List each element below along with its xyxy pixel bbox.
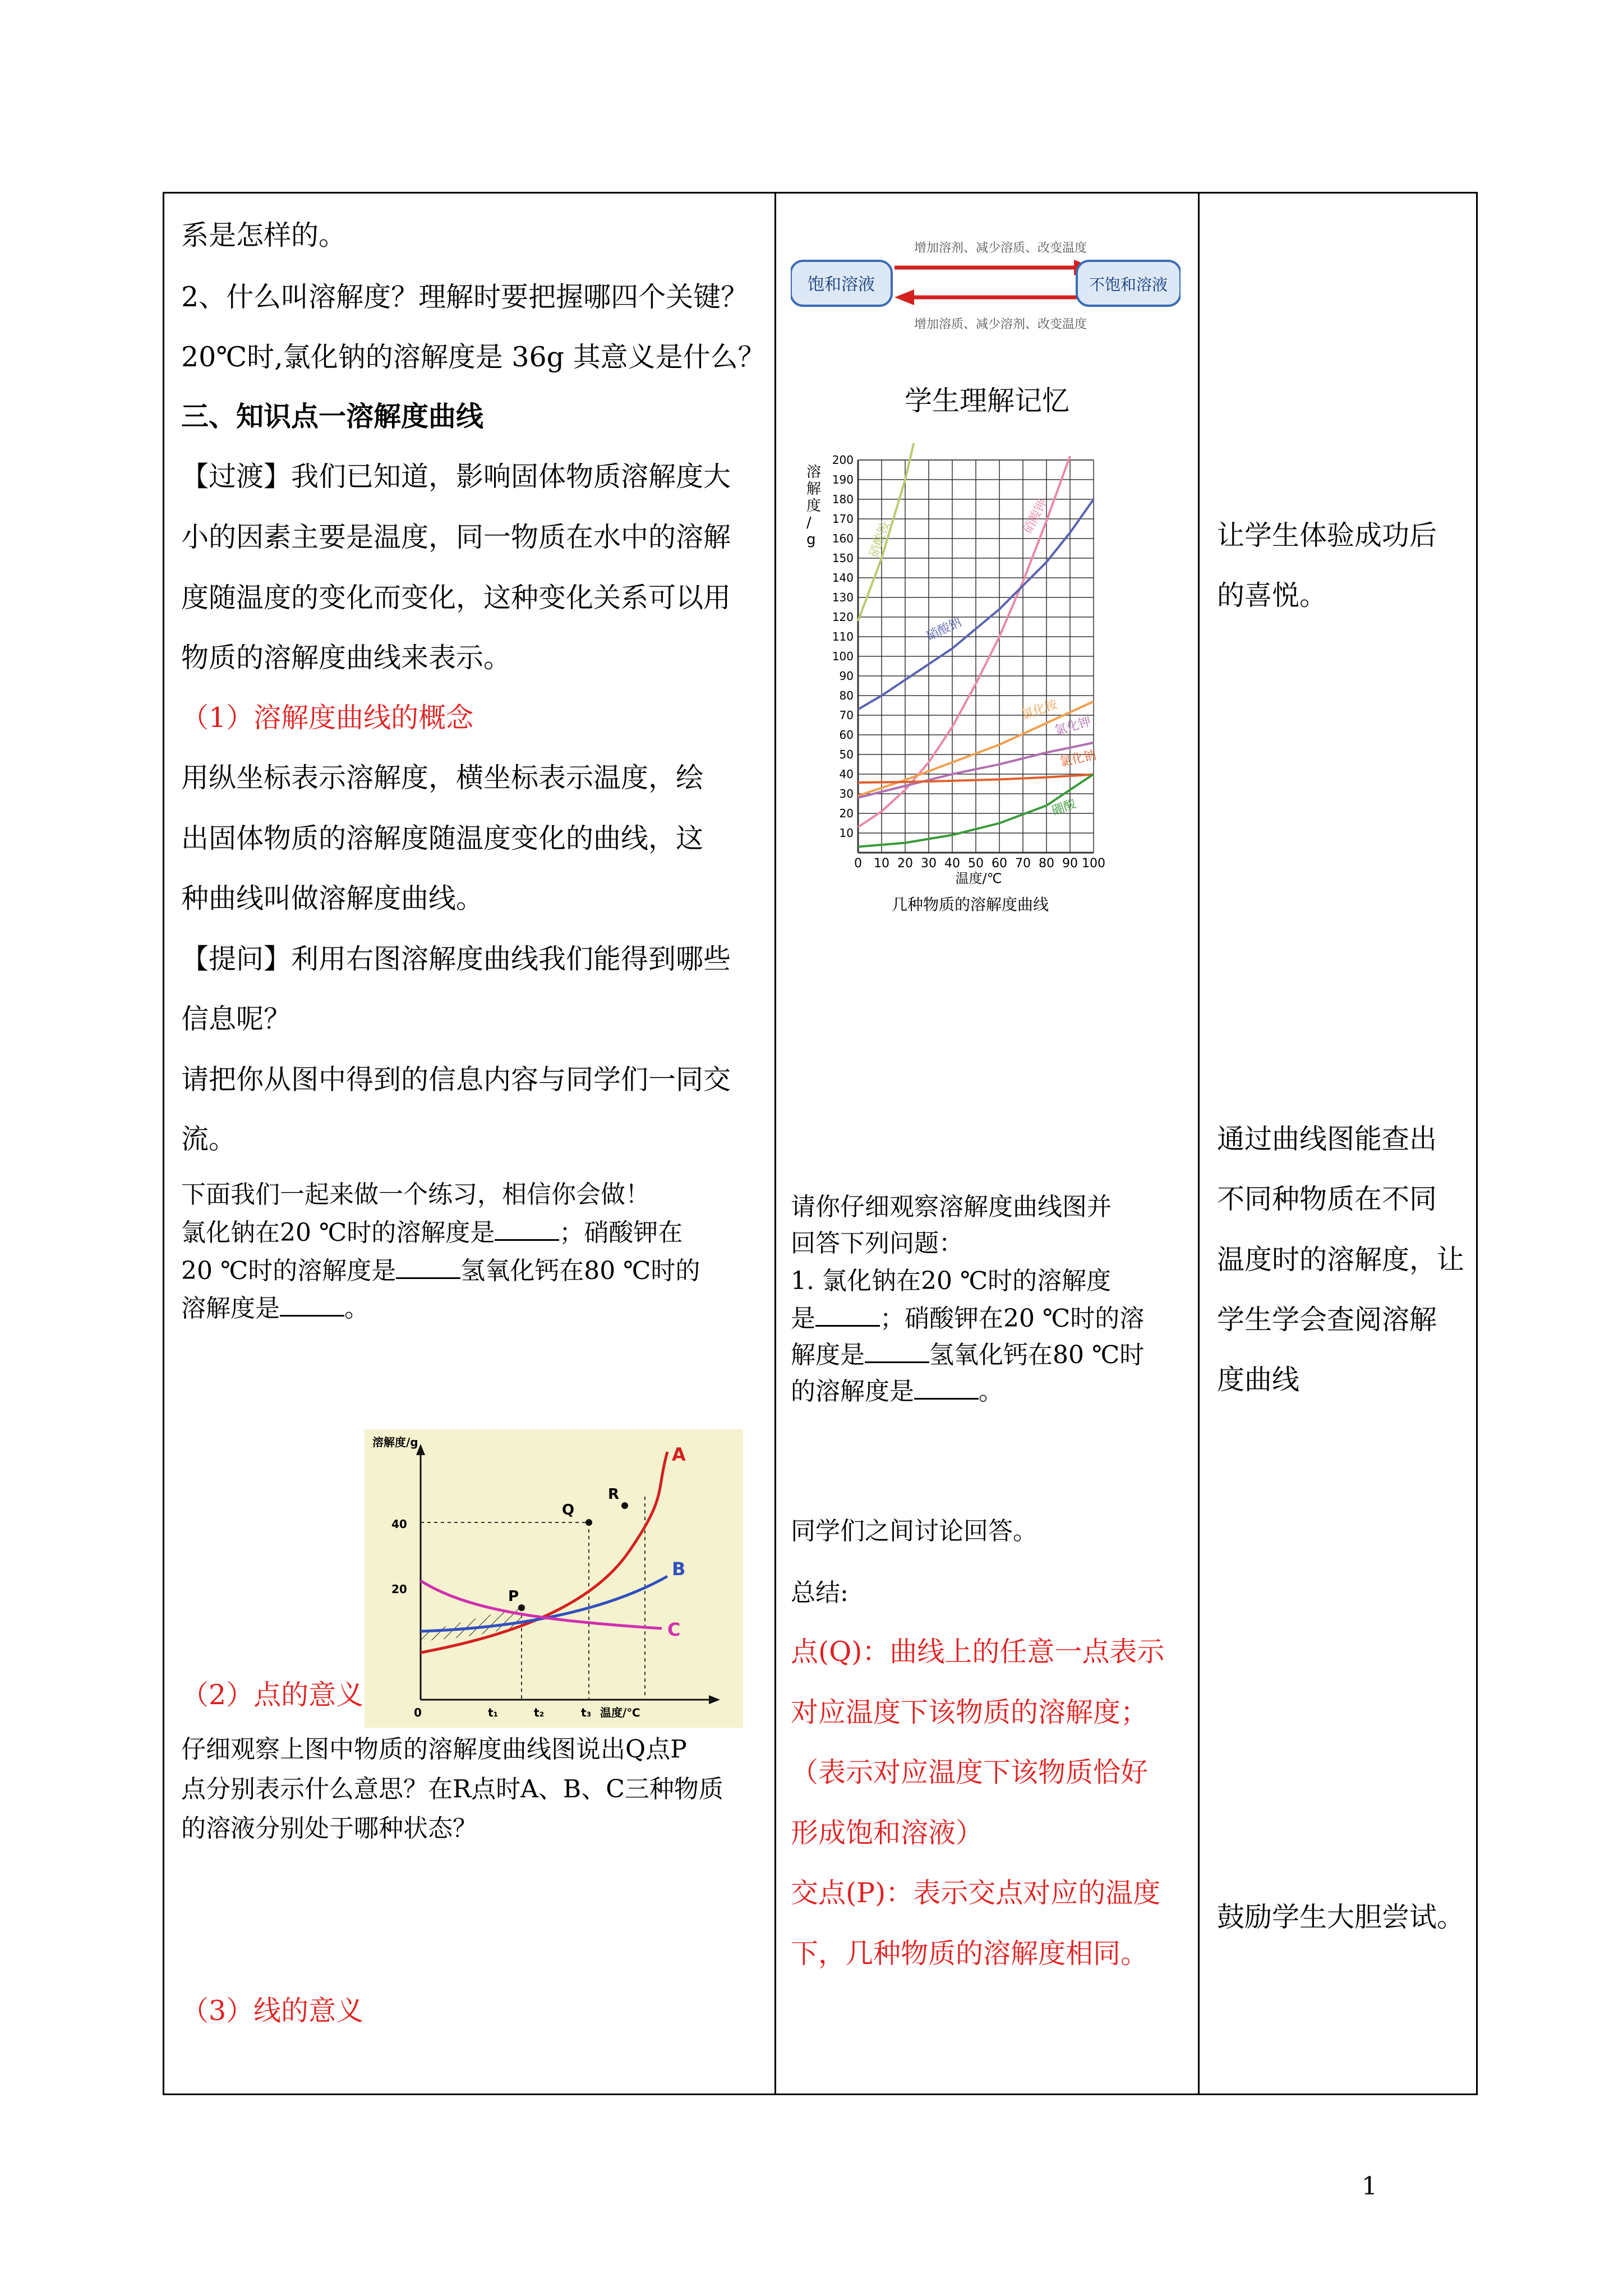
exercise-line [181,1296,369,1321]
text-line: 请你仔细观察溶解度曲线图并 [791,1193,1112,1221]
series-label: 硝酸钠 [924,615,964,644]
y-tick-label: 110 [832,630,854,643]
section-heading: 三、知识点一溶解度曲线 [181,400,484,432]
y-tick-label: 190 [832,473,854,486]
x-tick-label: 40 [944,857,960,871]
series-label-B: B [672,1558,686,1580]
y-tick-label: 170 [832,512,854,526]
caption-memorize: 学生理解记忆 [905,385,1070,417]
x-tick-label: 100 [1082,857,1105,871]
y-axis-label: / [806,514,811,531]
summary-point-q: 点(Q)：曲线上的任意一点表示 [791,1636,1165,1668]
y-tick-label: 30 [839,787,854,800]
arrow-left-icon [895,289,914,305]
y-tick-label: 180 [832,493,854,506]
y-tick-label: 80 [839,689,854,702]
y-tick-label: 90 [839,669,854,683]
series-label: 氯化铵 [1020,697,1059,723]
text-line: 回答下列问题： [791,1229,963,1258]
answer-blank[interactable] [280,1296,344,1317]
subheading-concept: （1）溶解度曲线的概念 [181,702,474,734]
text-line: 下面我们一起来做一个练习，相信你会做！ [181,1180,650,1209]
text-line: 系是怎样的。 [181,219,347,251]
x-axis-label: 温度/℃ [600,1706,640,1719]
text-line: 温度时的溶解度，让 [1217,1244,1465,1276]
top-arrow-label: 增加溶剂、减少溶质、改变温度 [914,241,1087,255]
series-label-A: A [672,1444,686,1465]
x-tick-label: 10 [874,857,889,871]
series-label: 硝酸铵 [866,519,893,560]
subheading-point-meaning: （2）点的意义 [181,1679,364,1711]
text-segment: 氯化钠在20 ℃时的溶解度是 [181,1218,495,1247]
series-label: 硼酸 [1050,797,1078,819]
y-axis-label: 溶解度/g [372,1435,418,1449]
y-axis-label: g [806,531,816,548]
question-line [791,1379,1003,1404]
y-tick-label: 60 [839,728,854,742]
text-line: 同学们之间讨论回答。 [791,1517,1038,1545]
text-line: 不同种物质在不同 [1217,1183,1437,1215]
point-label-R: R [608,1486,620,1503]
solubility-curves-chart [796,443,1155,926]
y-tick-label: 10 [839,826,854,840]
y-axis-label: 解 [806,481,822,498]
text-line: 【过渡】我们已知道，影响固体物质溶解度大 [181,461,731,493]
text-line: 信息呢？ [181,1003,292,1035]
y-tick-label: 50 [839,748,854,761]
point-R [621,1502,628,1509]
text-line: 通过曲线图能查出 [1217,1123,1437,1155]
exercise-line [181,1258,700,1283]
question-line [791,1342,1144,1368]
text-line: 用纵坐标表示溶解度，横坐标表示温度，绘 [181,762,704,794]
text-line: 种曲线叫做溶解度曲线。 [181,882,484,914]
y-tick-label: 40 [391,1517,407,1531]
bottom-arrow-label: 增加溶质、减少溶剂、改变温度 [914,318,1087,332]
x-tick-label: 0 [414,1706,422,1719]
point-label-P: P [508,1588,519,1605]
text-segment: 解度是 [791,1341,865,1369]
unsaturated-label: 不饱和溶液 [1089,275,1168,294]
series-label: 硝酸钾 [1020,496,1050,536]
answer-blank[interactable] [396,1258,460,1279]
column-divider [774,194,776,2093]
text-segment: 20 ℃时的溶解度是 [181,1257,396,1285]
x-tick-label: 80 [1039,857,1054,871]
y-tick-label: 200 [832,453,854,467]
x-tick-label: 50 [968,857,984,871]
text-segment: 氢氧化钙在80 ℃时的 [460,1257,700,1285]
text-segment: 氢氧化钙在80 ℃时 [929,1341,1145,1369]
y-tick-label: 100 [832,650,854,663]
text-segment: 溶解度是 [181,1294,280,1323]
abc-solubility-chart [365,1429,743,1728]
y-tick-label: 160 [832,532,854,545]
text-segment: 。 [344,1294,369,1323]
column-divider [1198,194,1200,2093]
y-tick-label: 130 [832,591,854,604]
point-Q [585,1519,592,1526]
answer-blank[interactable] [865,1342,929,1363]
x-tick-label: 70 [1015,857,1031,871]
text-line: 度曲线 [1217,1364,1300,1396]
text-segment: ；硝酸钾在20 ℃时的溶 [880,1304,1145,1333]
conversion-diagram [791,222,1181,356]
point-P [518,1604,525,1611]
x-axis-label: 温度/℃ [955,871,1002,886]
text-segment: 是 [791,1304,815,1333]
text-line: 的溶液分别处于哪种状态？ [181,1814,477,1843]
y-tick-label: 40 [839,767,854,781]
text-segment: 。 [979,1377,1003,1406]
y-tick-label: 150 [832,551,854,565]
subheading-line-meaning: （3）线的意义 [181,1995,364,2027]
x-tick-label: 90 [1062,857,1078,871]
text-line: 总结: [791,1579,849,1607]
y-axis-label: 溶 [806,464,822,481]
summary-point-q: （表示对应温度下该物质恰好 [791,1756,1149,1788]
text-line: 2、什么叫溶解度？理解时要把握哪四个关键？ [181,281,749,313]
text-line: 鼓励学生大胆尝试。 [1217,1901,1465,1933]
text-segment: ；硝酸钾在 [559,1218,683,1247]
series-label-C: C [667,1619,681,1640]
answer-blank[interactable] [815,1306,880,1327]
text-line: 20℃时,氯化钠的溶解度是 36g 其意义是什么？ [181,341,766,373]
text-line: 流。 [181,1123,237,1155]
exercise-line [181,1220,683,1245]
y-tick-label: 70 [839,708,854,722]
text-line: 【提问】利用右图溶解度曲线我们能得到哪些 [181,943,731,975]
question-line [791,1306,1144,1331]
x-tick-label: 20 [897,857,913,871]
summary-point-p: 交点(P)：表示交点对应的温度 [791,1877,1161,1909]
page-number: 1 [1362,2172,1377,2201]
text-line: 1. 氯化钠在20 ℃时的溶解度 [791,1267,1112,1295]
saturated-label: 饱和溶液 [808,275,875,295]
y-tick-label: 140 [832,571,854,585]
text-line: 让学生体验成功后 [1217,519,1437,551]
x-tick-label: t₃ [581,1706,592,1719]
chart-title: 几种物质的溶解度曲线 [891,895,1049,914]
summary-point-q: 形成饱和溶液） [791,1817,984,1849]
y-axis-label: 度 [806,498,822,514]
text-line: 的喜悦。 [1217,579,1327,611]
text-line: 请把你从图中得到的信息内容与同学们一同交 [181,1064,731,1096]
y-tick-label: 120 [832,610,854,624]
series-label: 氯化钾 [1053,715,1093,738]
text-line: 小的因素主要是温度，同一物质在水中的溶解 [181,521,731,553]
series-line-硝酸铵 [858,443,929,621]
series-label: 氯化钠 [1058,748,1098,770]
y-tick-label: 20 [839,807,854,820]
text-segment: 的溶解度是 [791,1377,914,1406]
x-tick-label: 0 [854,857,862,871]
point-label-Q: Q [562,1502,575,1519]
text-line: 点分别表示什么意思？在R点时A、B、C三种物质 [181,1775,723,1803]
text-line: 出固体物质的溶解度随温度变化的曲线，这 [181,822,704,854]
x-tick-label: t₁ [488,1706,499,1719]
summary-point-q: 对应温度下该物质的溶解度； [791,1696,1149,1728]
text-line: 学生学会查阅溶解 [1217,1304,1437,1336]
x-tick-label: 30 [921,857,937,871]
answer-blank[interactable] [914,1379,979,1400]
summary-point-p: 下，几种物质的溶解度相同。 [791,1938,1149,1970]
text-line: 物质的溶解度曲线来表示。 [181,642,511,674]
y-tick-label: 20 [391,1582,407,1596]
x-tick-label: t₂ [534,1706,545,1719]
x-tick-label: 60 [992,857,1007,871]
text-line: 度随温度的变化而变化，这种变化关系可以用 [181,582,731,614]
text-line: 仔细观察上图中物质的溶解度曲线图说出Q点P [181,1735,687,1764]
answer-blank[interactable] [495,1220,559,1241]
